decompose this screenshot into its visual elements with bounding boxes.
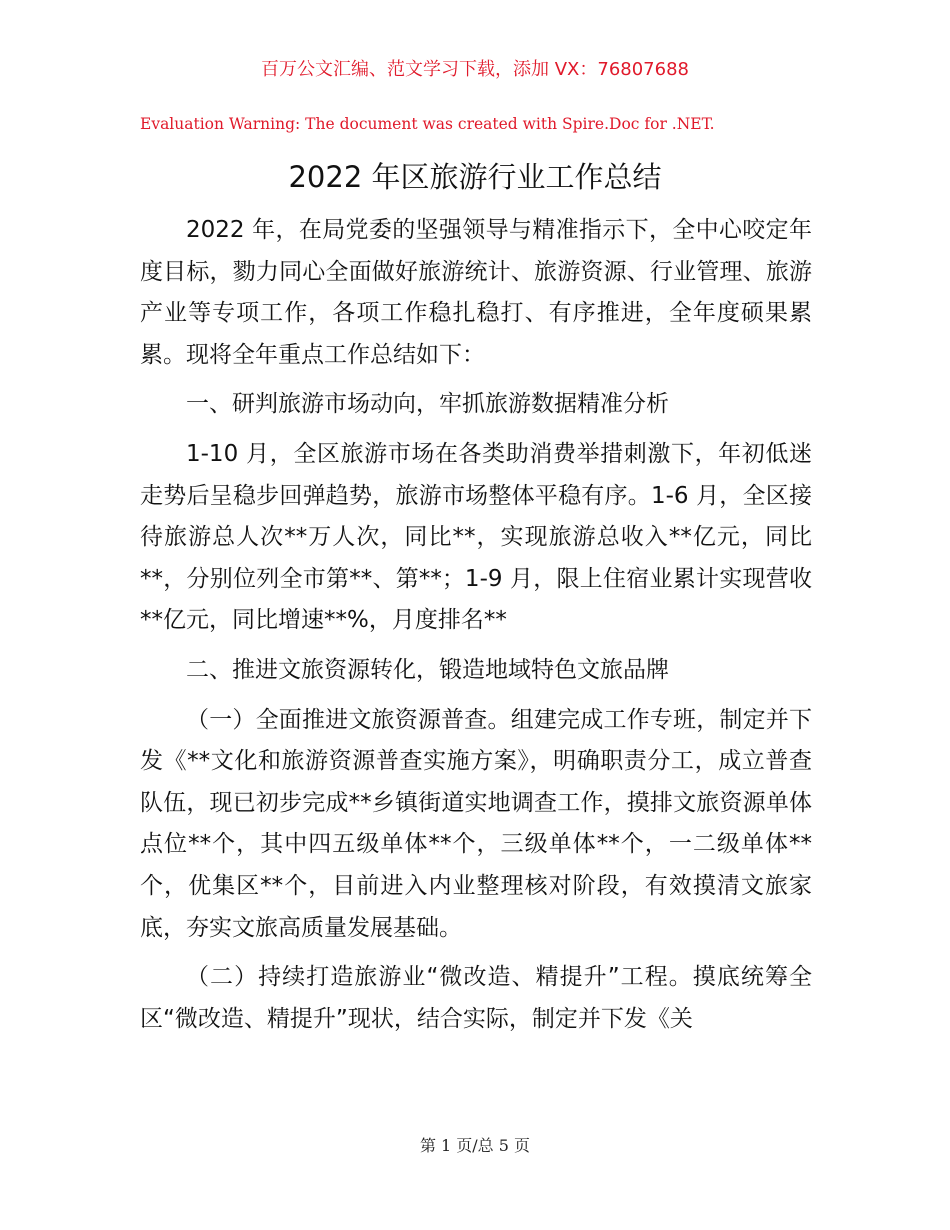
market-analysis-paragraph: 1-10 月，全区旅游市场在各类助消费举措刺激下，年初低迷走势后呈稳步回弹趋势，旅游市场整体平稳有序。1-6 月，全区接待旅游总人次**万人次，同比**，实现旅游总收入**亿元，同比**，分别位列全市第**、第**；1-9 月，限上住宿业累计实现营收**亿元，同比增速**%，月度排名** — [140, 440, 812, 634]
promo-header: 百万公文汇编、范文学习下载，添加 VX：76807688 — [261, 59, 689, 80]
document-title: 2022 年区旅游行业工作总结 — [288, 160, 662, 194]
document-body — [140, 210, 812, 1048]
page-footer: 第 1 页/总 5 页 — [419, 1136, 531, 1155]
evaluation-warning: Evaluation Warning: The document was created with Spire.Doc for .NET. — [140, 115, 715, 133]
resource-survey-paragraph: （一）全面推进文旅资源普查。组建完成工作专班，制定并下发《**文化和旅游资源普查实施方案》，明确职责分工，成立普查队伍，现已初步完成**乡镇街道实地调查工作，摸排文旅资源单体点位**个，其中四五级单体**个，三级单体**个，一二级单体**个，优集区**个，目前进入内业整理核对阶段，有效摸清文旅家底，夯实文旅高质量发展基础。 — [140, 706, 812, 941]
section-heading-2: 二、推进文旅资源转化，锻造地域特色文旅品牌 — [186, 656, 669, 683]
intro-paragraph: 2022 年，在局党委的坚强领导与精准指示下，全中心咬定年度目标，勠力同心全面做好旅游统计、旅游资源、行业管理、旅游产业等专项工作，各项工作稳扎稳打、有序推进，全年度硕果累累。现将全年重点工作总结如下： — [140, 217, 812, 368]
section-heading-1: 一、研判旅游市场动向，牢抓旅游数据精准分析 — [186, 391, 669, 418]
micro-renovation-paragraph: （二）持续打造旅游业“微改造、精提升”工程。摸底统筹全区“微改造、精提升”现状，结合实际，制定并下发《关 — [140, 964, 812, 1032]
